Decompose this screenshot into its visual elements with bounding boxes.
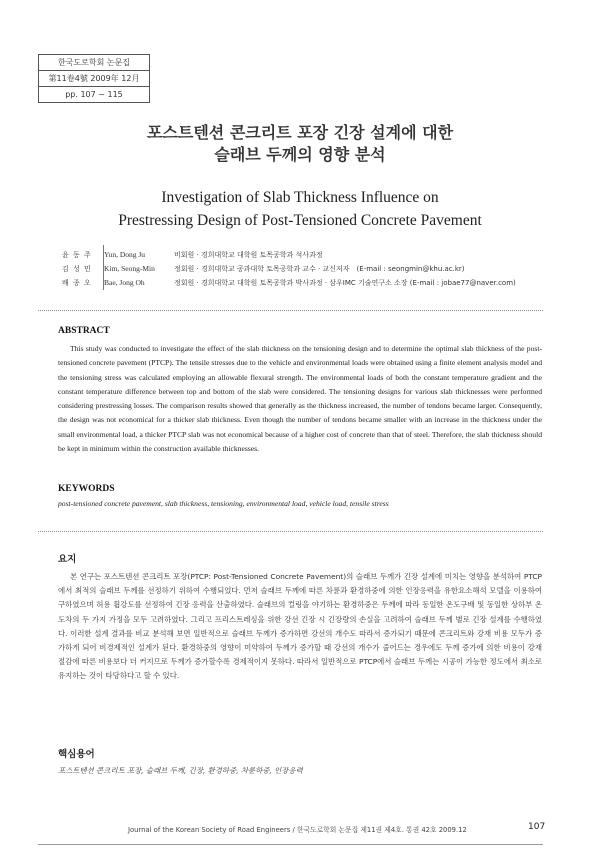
divider <box>38 531 543 532</box>
author-name-korean: 배 종 오 <box>62 279 92 287</box>
korean-abstract-heading: 요지 <box>58 554 77 565</box>
journal-info-box <box>38 54 150 103</box>
keywords-text: post-tensioned concrete pavement, slab thickness, tensioning, environmental load, vehicle load, tensile stress <box>58 499 389 508</box>
abstract-text: This study was conducted to investigate the effect of the slab thickness on the tensioning design and to determine the optimal slab thickness of the post-tensioned concrete pavement (PTCP). The tensile stresses due to the vehicle and environmental loads were obtained using a finite element analysis model and the tensioning stress was calculated employing an allowable flexural strength. The environmental loads of both the constant temperature gradient and the constant temperature difference between top and bottom of the slab were considered. The tensioning designs for various slab thicknesses were performed considering prestressing losses. The comparison results showed that generally as the thickness increased, the number of tendons became larger. Consequently, the design was not economical for a thicker slab thickness. Even though the number of tendons became smaller with an increase in the thickness under the small environmental load, a thicker PTCP slab was not economical because of a higher cost of concrete than that of steel. Therefore, the slab thickness should be kept in minimum within the construction available thicknesses. <box>58 344 542 454</box>
author-name-english: Bae, Jong Oh <box>104 278 145 287</box>
author-affiliation: 정회원 · 경희대학교 공과대학 토목공학과 교수 · 교신저자 (E-mail : seongmin@khu.ac.kr) <box>174 265 465 273</box>
korean-title-line-1: 포스트텐션 콘크리트 포장 긴장 설계에 대한 <box>146 123 454 142</box>
korean-title-line-2: 슬래브 두께의 영향 분석 <box>214 145 386 164</box>
author-row <box>62 262 542 276</box>
footer-journal-citation: Journal of the Korean Society of Road Engineers / 한국도로학회 논문집 제11권 제4호. 통권 42호 2009.12 <box>128 826 467 834</box>
divider <box>38 310 543 311</box>
journal-name: 한국도로학회 논문집 <box>39 55 149 71</box>
footer-rule <box>38 844 543 845</box>
korean-keywords-heading: 핵심용어 <box>58 749 95 760</box>
author-list <box>62 248 542 290</box>
journal-issue: 第11卷4號 2009年 12月 <box>39 71 149 87</box>
keywords-heading: KEYWORDS <box>58 484 115 494</box>
author-row <box>62 276 542 290</box>
english-title-line-1: Investigation of Slab Thickness Influence on <box>161 189 439 206</box>
author-affiliation: 비회원 · 경희대학교 대학원 토목공학과 석사과정 <box>174 251 323 259</box>
english-title-line-2: Prestressing Design of Post-Tensioned Concrete Pavement <box>118 212 482 229</box>
author-affiliation: 정회원 · 경희대학교 대학원 토목공학과 박사과정 · 삼우IMC 기술연구소 소장 (E-mail : jobae77@naver.com) <box>174 279 516 287</box>
author-row <box>62 248 542 262</box>
journal-pages: pp. 107 ~ 115 <box>65 90 123 99</box>
page-number: 107 <box>528 822 546 832</box>
korean-abstract-text: 본 연구는 포스트텐션 콘크리트 포장(PTCP: Post-Tensioned Concrete Pavement)의 슬래브 두께가 긴장 설계에 미치는 영향을 분석하여 PTCP에서 최적의 슬래브 두께를 선정하기 위하여 수행되었다. 먼저 슬래브 두께에 따른 차륜과 환경하중에 의한 인장응력을 유한요소해석 모델을 이용하여 구하였으며 허용 휨강도를 선정하여 긴장 응력을 산출하였다. 슬래브의 컬링을 야기하는 환경하중은 두께에 따라 동일한 온도구배 및 동일한 상하부 온도차의 두 가지 가정을 모두 고려하였다. 그리고 프리스트레싱을 위한 강선 긴장 시 긴장량의 손실을 고려하여 슬래브 두께 별로 긴장 설계를 수행하였다. 이러한 설계 결과를 비교 분석해 보면 일반적으로 슬래브 두께가 증가하면 강선의 개수도 따라서 증가되기 때문에 콘크리트와 강재 비용 모두가 증가하게 되어 비경제적인 설계가 된다. 환경하중의 영향이 미약하여 두께가 증가할 때 강선의 개수가 줄어드는 경우에도 두께 증가에 의한 비용이 강재 절감에 따른 비용보다 더 커지므로 두께가 증가할수록 경제적이지 못하다. 따라서 일반적으로 PTCP에서 슬래브 두께는 시공이 가능한 정도에서 최소로 유지하는 것이 타당하다고 할 수 있다. <box>58 572 542 681</box>
author-name-korean: 윤 동 주 <box>62 251 92 259</box>
author-name-english: Kim, Seong-Min <box>104 264 155 273</box>
author-name-korean: 김 성 민 <box>62 265 92 273</box>
korean-keywords-text: 포스트텐션 콘크리트 포장, 슬래브 두께, 긴장, 환경하중, 차륜하중, 인장응력 <box>58 766 303 775</box>
author-name-english: Yun, Dong Ju <box>104 250 146 259</box>
abstract-heading: ABSTRACT <box>58 326 110 336</box>
